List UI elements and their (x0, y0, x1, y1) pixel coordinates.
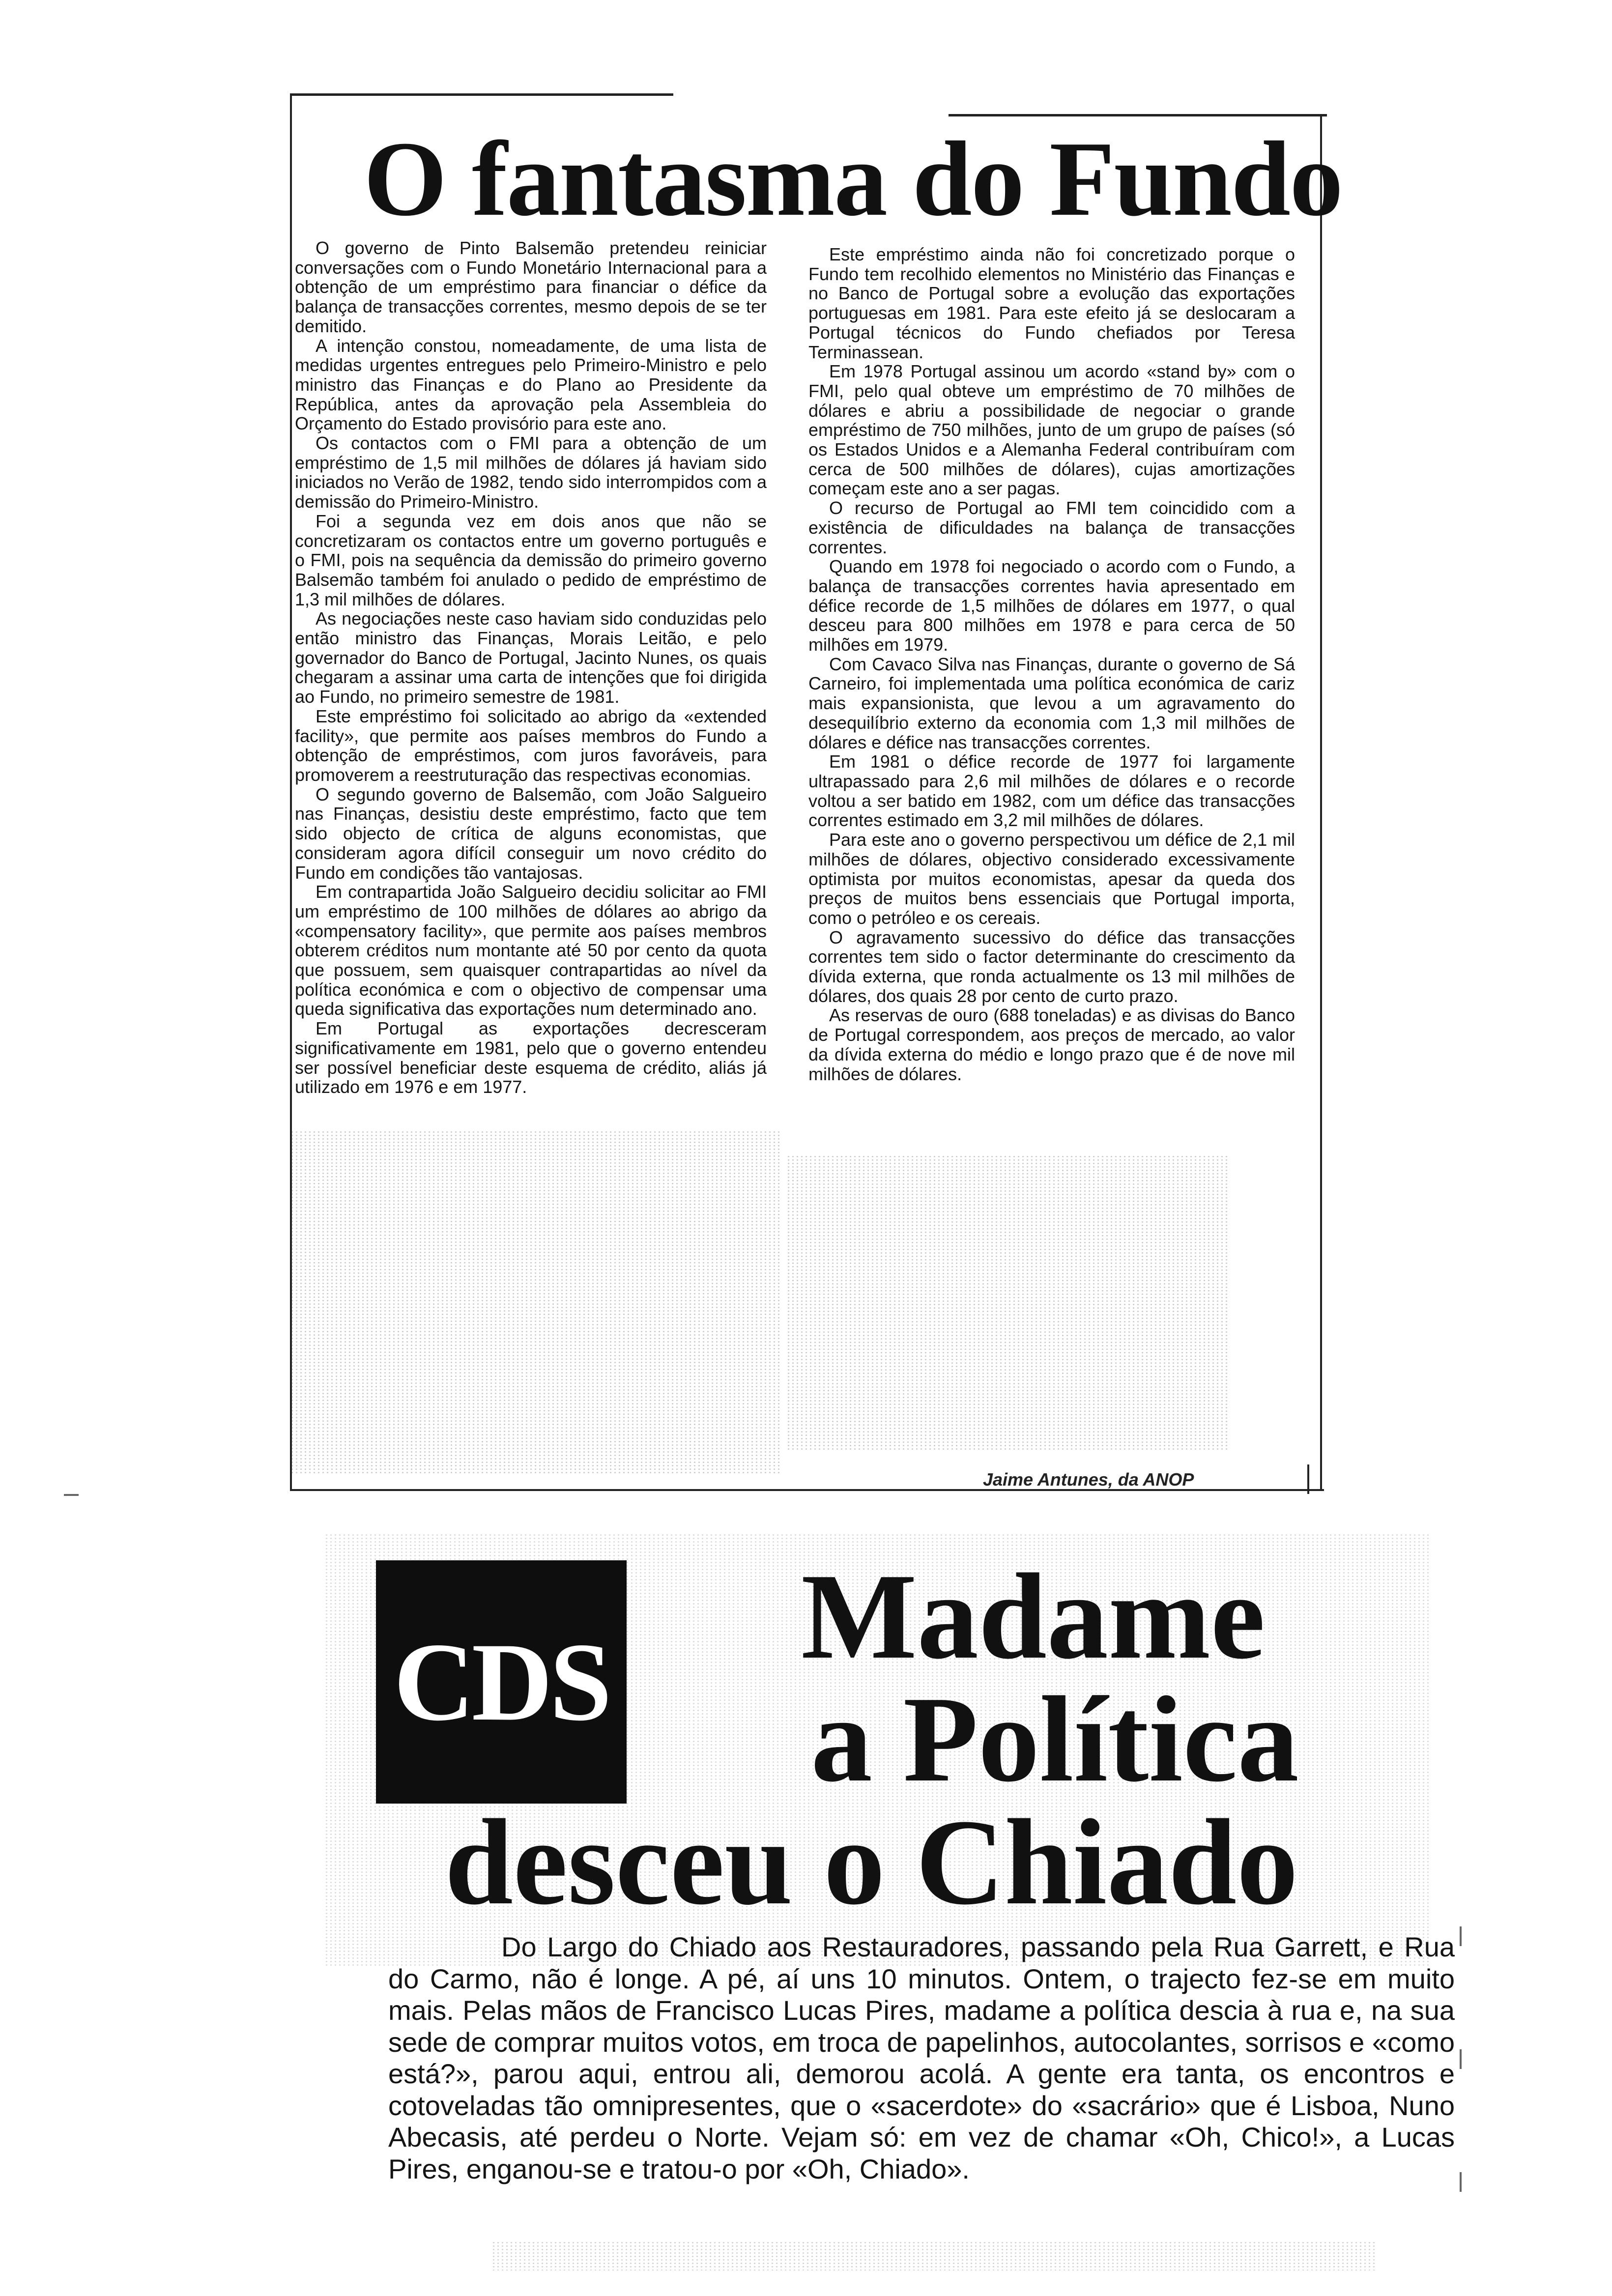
paragraph: As negociações neste caso haviam sido conduzidas pelo então ministro das Finanças, Morais Leitão, e pelo governador do Banco de Portugal, Jacinto Nunes, os quais chegaram a assinar uma carta de intenções que foi dirigida ao Fundo, no primeiro semestre de 1981. (295, 608, 767, 707)
article-1-byline: Jaime Antunes, da ANOP (983, 1469, 1194, 1490)
paragraph: O governo de Pinto Balsemão pretendeu reiniciar conversações com o Fundo Monetário Internacional para a obtenção de um empréstimo para financiar o défice da balança de transacções correntes, mesmo depois de se ter demitido. (295, 238, 767, 336)
paragraph: Em 1978 Portugal assinou um acordo «stand by» com o FMI, pelo qual obteve um empréstimo de 70 milhões de dólares e abriu a possibilidade de negociar o grande empréstimo de 750 milhões, junto de um grupo de países (só os Estados Unidos e a Alemanha Federal contribuíram com cerca de 500 milhões de dólares), cujas amortizações começam este ano a ser pagas. (808, 361, 1295, 499)
article-1-column-2 (808, 245, 1295, 1084)
article-2-headline-line-1: Madame (801, 1549, 1266, 1685)
paragraph: Em Portugal as exportações decresceram significativamente em 1981, pelo que o governo entendeu ser possível beneficiar deste esquema de crédito, aliás já utilizado em 1976 e em 1977. (295, 1018, 767, 1097)
scan-noise (290, 1130, 781, 1474)
paragraph: A intenção constou, nomeadamente, de uma lista de medidas urgentes entregues pelo Primeiro-Ministro e pelo ministro das Finanças e do Plano ao Presidente da República, antes da aprovação pela Assembleia do Orçamento do Estado provisório para este ano. (295, 335, 767, 434)
paragraph: O agravamento sucessivo do défice das transacções correntes tem sido o factor determinante do crescimento da dívida externa, que ronda actualmente os 13 mil milhões de dólares, dos quais 28 por cento de curto prazo. (808, 927, 1295, 1006)
margin-mark (1460, 2049, 1462, 2069)
article-1-headline: O fantasma do Fundo (364, 120, 1343, 238)
scan-noise (786, 1155, 1229, 1450)
paragraph: Com Cavaco Silva nas Finanças, durante o governo de Sá Carneiro, foi implementada uma política económica de cariz mais expansionista, que levou a um agravamento do desequilíbrio externo da economia com 1,3 mil milhões de dólares e défice nas transacções correntes. (808, 654, 1295, 752)
paragraph: Em 1981 o défice recorde de 1977 foi largamente ultrapassado para 2,6 mil milhões de dólares e o recorde voltou a ser batido em 1982, com um défice das transacções correntes estimado em 3,2 mil milhões de dólares. (808, 751, 1295, 831)
article-2-headline-line-2: a Política (811, 1671, 1299, 1808)
paragraph: Este empréstimo foi solicitado ao abrigo da «extended facility», que permite aos países membros do Fundo a obtenção de empréstimos, com juros favoráveis, para promoverem a reestruturação das respectivas economias. (295, 706, 767, 785)
cds-badge-label: CDS (393, 1620, 609, 1744)
frame-top-rule-left (290, 93, 673, 96)
paragraph: Para este ano o governo perspectivou um défice de 2,1 mil milhões de dólares, objectivo considerado excessivamente optimista por muitos economistas, apesar da queda dos preços de muitos bens essenciais que Portugal importa, como o petróleo e os cereais. (808, 830, 1295, 928)
margin-mark (1460, 1926, 1462, 1946)
frame-right-rule-tail (1307, 1464, 1309, 1494)
paragraph: Este empréstimo ainda não foi concretizado porque o Fundo tem recolhido elementos no Ministério das Finanças e no Banco de Portugal sobre a evolução das exportações portuguesas em 1981. Para este efeito já se deslocaram a Portugal técnicos do Fundo chefiados por Teresa Terminassean. (808, 244, 1295, 362)
paragraph: Foi a segunda vez em dois anos que não se concretizaram os contactos entre um governo português e o FMI, pois na sequência da demissão do primeiro governo Balsemão também foi anulado o pedido de empréstimo de 1,3 mil milhões de dólares. (295, 511, 767, 609)
paragraph: As reservas de ouro (688 toneladas) e as divisas do Banco de Portugal correspondem, aos preços de mercado, ao valor da dívida externa do médio e longo prazo que é de nove mil milhões de dólares. (808, 1005, 1295, 1084)
paragraph: Em contrapartida João Salgueiro decidiu solicitar ao FMI um empréstimo de 100 milhões de dólares ao abrigo da «compensatory facility», que permite aos países membros obterem créditos num montante até 50 por cento da quota que possuem, sem quaisquer contrapartidas ao nível da política económica e com o objectivo de compensar uma queda significativa das exportações num determinado ano. (295, 882, 767, 1019)
scan-noise (491, 2241, 1376, 2270)
article-2-headline-line-3: desceu o Chiado (445, 1794, 1298, 1930)
margin-mark (1460, 2172, 1462, 2192)
frame-right-rule (1320, 114, 1322, 1490)
paragraph: Quando em 1978 foi negociado o acordo com o Fundo, a balança de transacções correntes havia apresentado em défice recorde de 1,5 milhões de dólares em 1977, o qual desceu para 800 milhões em 1978 e para cerca de 50 milhões em 1979. (808, 556, 1295, 655)
article-2-body (388, 1931, 1455, 2185)
paragraph: Do Largo do Chiado aos Restauradores, passando pela Rua Garrett, e Rua do Carmo, não é longe. A pé, aí uns 10 minutos. Ontem, o trajecto fez-se em muito mais. Pelas mãos de Francisco Lucas Pires, madame a política descia à rua e, na sua sede de comprar muitos votos, em troca de papelinhos, autocolantes, sorrisos e «como está?», parou aqui, entrou ali, demorou acolá. A gente era tanta, os encontros e cotoveladas tão omnipresentes, que o «sacerdote» do «sacrário» que é Lisboa, Nuno Abecasis, até perdeu o Norte. Vejam só: em vez de chamar «Oh, Chico!», a Lucas Pires, enganou-se e tratou-o por «Oh, Chiado». (388, 1931, 1455, 2184)
paragraph: O segundo governo de Balsemão, com João Salgueiro nas Finanças, desistiu deste empréstimo, facto que tem sido objecto de crítica de alguns economistas, que consideram agora difícil conseguir um novo crédito do Fundo em condições tão vantajosas. (295, 784, 767, 883)
cds-badge (376, 1560, 627, 1804)
article-1-column-1 (295, 238, 767, 1097)
frame-top-rule-right (949, 114, 1327, 116)
margin-mark (64, 1494, 79, 1496)
paragraph: Os contactos com o FMI para a obtenção de um empréstimo de 1,5 mil milhões de dólares já haviam sido iniciados no Verão de 1982, tendo sido interrompidos com a demissão do Primeiro-Ministro. (295, 433, 767, 512)
paragraph: O recurso de Portugal ao FMI tem coincidido com a existência de dificuldades na balança de transacções correntes. (808, 498, 1295, 557)
